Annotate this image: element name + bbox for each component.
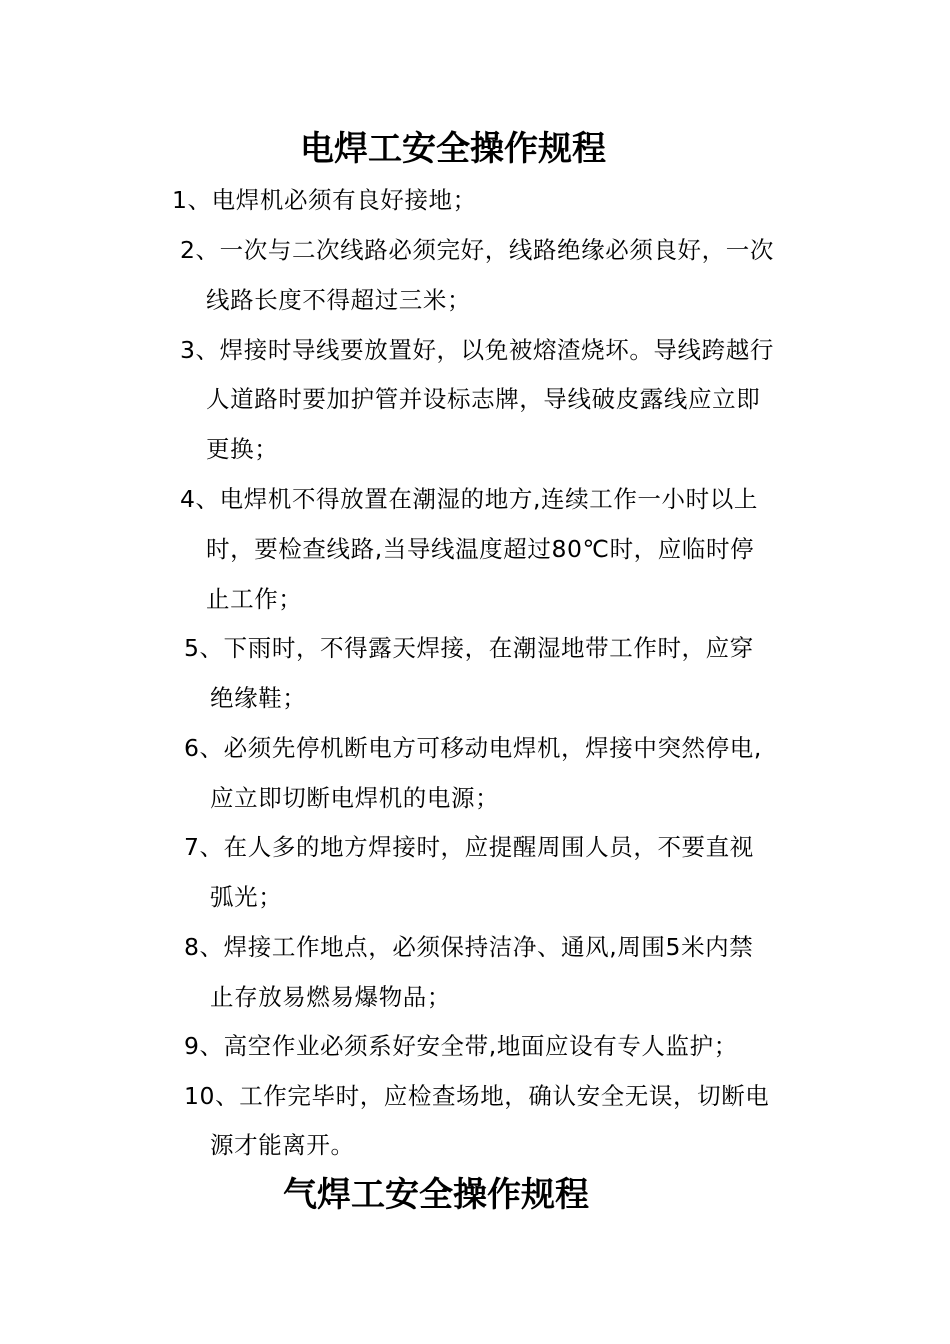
rule-8-line-2: 止存放易燃易爆物品； <box>210 983 451 1011</box>
rule-7-line-2: 弧光； <box>210 883 283 911</box>
rule-10-line-1: 10、工作完毕时，应检查场地，确认安全无误，切断电 <box>184 1082 770 1110</box>
section-title: 气焊工安全操作规程 <box>283 1175 589 1215</box>
page-title: 电焊工安全操作规程 <box>300 129 606 169</box>
rule-4-line-3: 止工作； <box>206 585 303 613</box>
rule-6-line-1: 6、必须先停机断电方可移动电焊机，焊接中突然停电, <box>184 734 762 762</box>
rule-10-line-2: 源才能离开。 <box>210 1131 355 1159</box>
rule-6-line-2: 应立即切断电焊机的电源； <box>210 784 500 812</box>
rule-3-line-1: 3、焊接时导线要放置好，以免被熔渣烧坏。导线跨越行 <box>180 336 774 364</box>
rule-5-line-2: 绝缘鞋； <box>210 684 307 712</box>
rule-2-line-2: 线路长度不得超过三米； <box>206 286 472 314</box>
rule-1-line-1: 1、电焊机必须有良好接地； <box>172 186 477 214</box>
rule-3-line-2: 人道路时要加护管并设标志牌，导线破皮露线应立即 <box>206 385 761 413</box>
rule-7-line-1: 7、在人多的地方焊接时，应提醒周围人员，不要直视 <box>184 833 754 861</box>
rule-5-line-1: 5、下雨时，不得露天焊接，在潮湿地带工作时，应穿 <box>184 634 754 662</box>
rule-4-line-2: 时，要检查线路,当导线温度超过80℃时，应临时停 <box>206 535 755 563</box>
rule-3-line-3: 更换； <box>206 435 279 463</box>
rule-8-line-1: 8、焊接工作地点，必须保持洁净、通风,周围5米内禁 <box>184 933 754 961</box>
rule-4-line-1: 4、电焊机不得放置在潮湿的地方,连续工作一小时以上 <box>180 485 758 513</box>
rule-9-line-1: 9、高空作业必须系好安全带,地面应设有专人监护； <box>184 1032 738 1060</box>
rule-2-line-1: 2、一次与二次线路必须完好，线路绝缘必须良好，一次 <box>180 236 774 264</box>
